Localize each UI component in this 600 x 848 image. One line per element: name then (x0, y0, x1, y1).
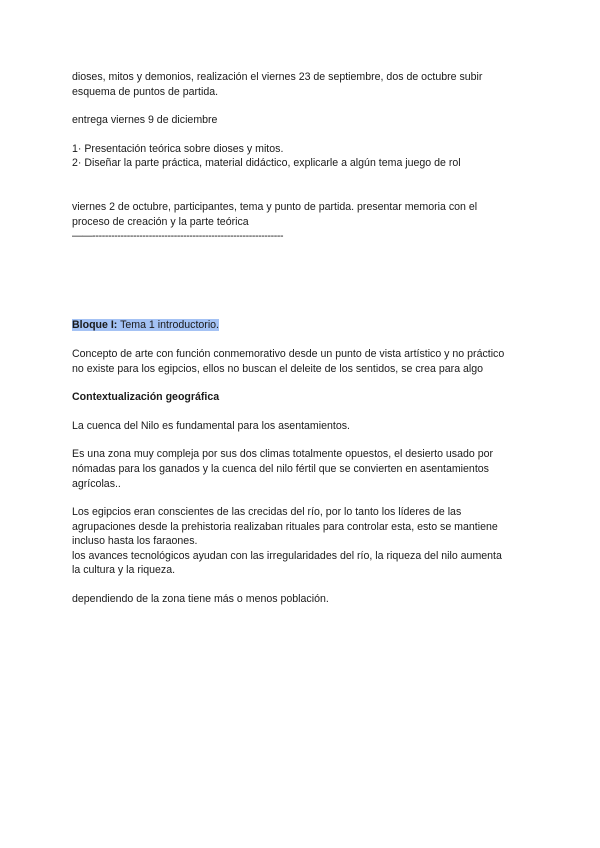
document-body (72, 70, 532, 607)
spacer (72, 578, 532, 592)
spacer (72, 433, 532, 447)
spacer (72, 128, 532, 142)
block-heading-highlight (72, 319, 219, 331)
nile-paragraph: La cuenca del Nilo es fundamental para los asentamientos. (72, 419, 350, 432)
spacer (72, 171, 532, 200)
delivery-date: entrega viernes 9 de diciembre (72, 114, 218, 127)
block-label: Bloque I: (72, 319, 118, 332)
spacer (72, 99, 532, 113)
population-paragraph: dependiendo de la zona tiene más o menos población. (72, 593, 329, 606)
spacer (72, 405, 532, 419)
spacer (72, 333, 532, 347)
intro-paragraph: dioses, mitos y demonios, realización el viernes 23 de septiembre, dos de octubre subir esquema de puntos de partida. (72, 71, 483, 98)
art-paragraph: Concepto de arte con función conmemorativo desde un punto de vista artístico y no práctico no existe para los egipcios, ellos no buscan el deleite de los sentidos, se crea para algo (72, 347, 505, 375)
list-item: 2· Diseñar la parte práctica, material didáctico, explicarle a algún tema juego de rol (72, 157, 461, 170)
october-paragraph: viernes 2 de octubre, participantes, tema y punto de partida. presentar memoria con el proceso de creación y la parte teórica (72, 200, 478, 228)
geo-heading: Contextualización geográfica (72, 391, 220, 404)
floods-paragraph: Los egipcios eran conscientes de las crecidas del río, por lo tanto los líderes de las agrupaciones desde la prehistoria realizaban rituales para controlar esta, esto se mantiene incluso hasta los faraones. los avances tecnológicos ayudan con las irregularidades del río, la riqueza del nilo aumenta la cultura y la riqueza. (72, 506, 502, 577)
spacer (72, 244, 532, 304)
list-item: 1· Presentación teórica sobre dioses y mitos. (72, 142, 284, 155)
spacer (72, 376, 532, 390)
spacer (72, 491, 532, 505)
block-title: Tema 1 introductorio. (117, 319, 220, 332)
separator-line: ——------------------------------------------------------------- (72, 230, 284, 243)
zone-paragraph: Es una zona muy compleja por sus dos climas totalmente opuestos, el desierto usado por nómadas para los ganados y la cuenca del nilo fértil que se convierten en asentamientos agrícolas.. (72, 448, 494, 490)
block-heading (72, 304, 532, 333)
